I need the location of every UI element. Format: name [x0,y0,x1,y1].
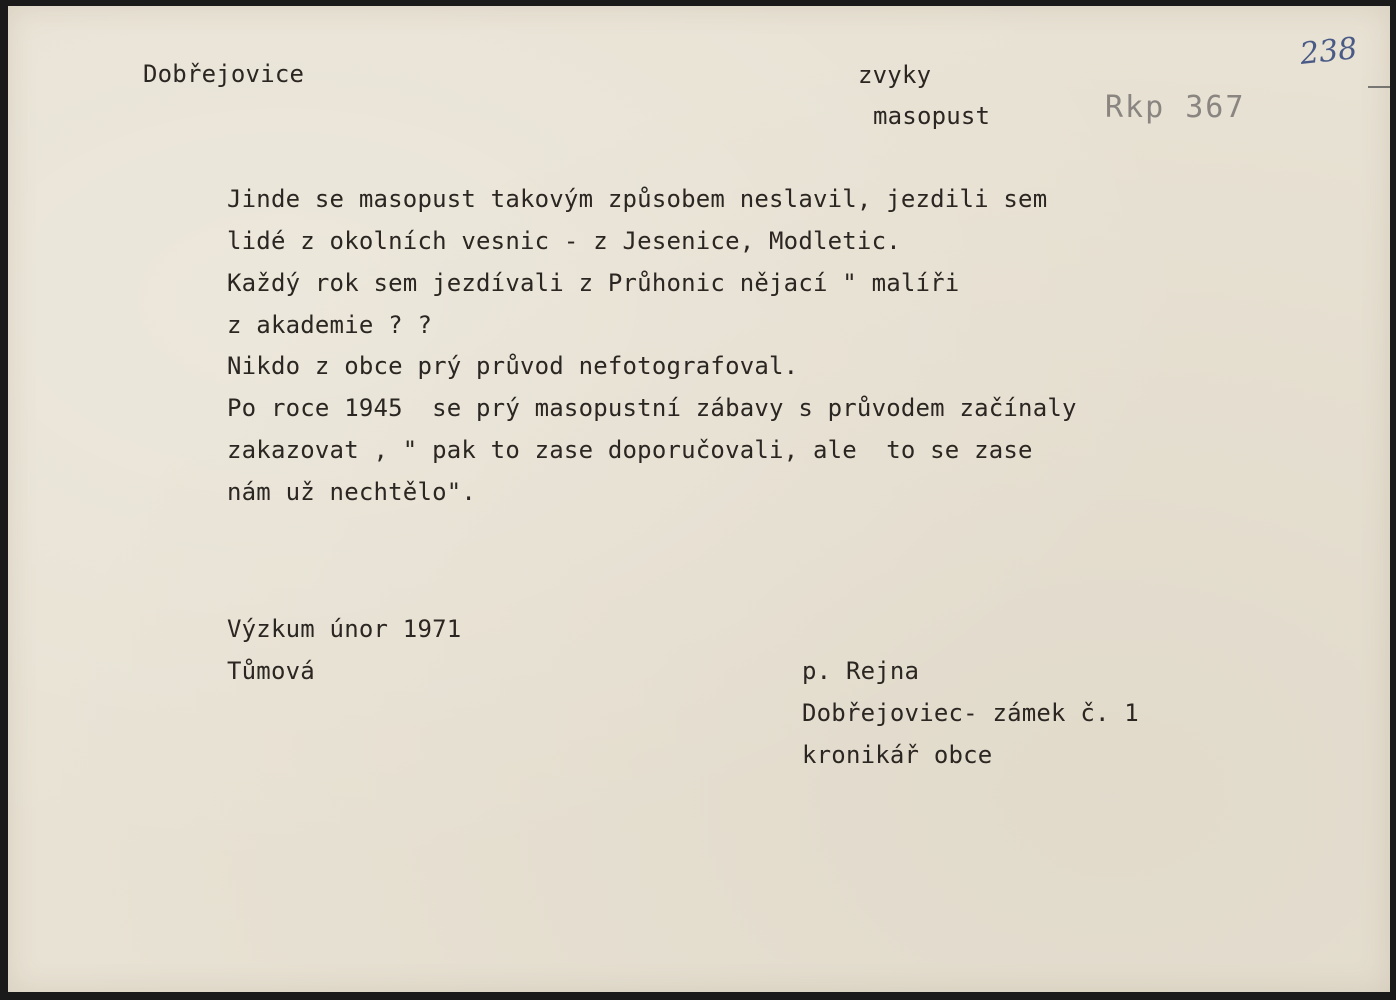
subcategory-label: masopust [873,102,991,130]
body-line-1: Jinde se masopust takovým způsobem neslavil, jezdili sem [227,185,1048,213]
body-line-2: lidé z okolních vesnic - z Jesenice, Modletic. [227,227,901,255]
handwritten-page-number: 238 [1298,31,1359,72]
informant-address: Dobřejoviec- zámek č. 1 [802,699,1139,727]
researcher-name: Tůmová [227,657,315,685]
body-line-5: Nikdo z obce prý průvod nefotografoval. [227,352,799,380]
body-line-8: nám už nechtělo". [227,478,477,506]
research-date: Výzkum únor 1971 [227,615,462,643]
archive-card [8,6,1390,992]
informant-role: kronikář obce [802,741,993,769]
body-line-3: Každý rok sem jezdívali z Průhonic nějací " malíři [227,269,960,297]
body-line-7: zakazovat , " pak to zase doporučovali, ale to se zase [227,436,1033,464]
informant-name: p. Rejna [802,657,920,685]
body-line-6: Po roce 1945 se prý masopustní zábavy s průvodem začínaly [227,394,1077,422]
edge-mark [1368,86,1390,88]
place-heading: Dobřejovice [143,60,305,88]
body-line-4: z akademie ? ? [227,311,433,339]
category-label: zvyky [858,61,932,89]
manuscript-stamp: Rkp 367 [1105,90,1246,125]
